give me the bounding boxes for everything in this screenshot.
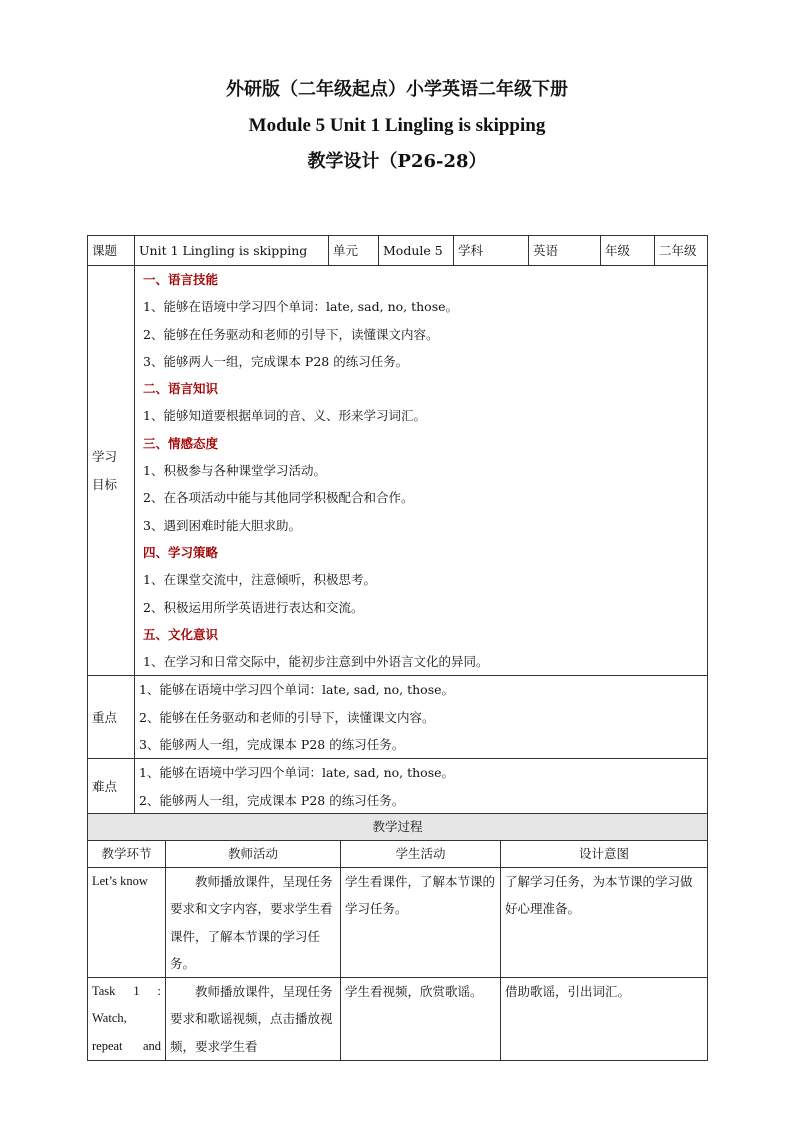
goal-item: 2、能够在任务驱动和老师的引导下，读懂课文内容。 <box>143 326 439 342</box>
teacher-activity: 教师播放课件，呈现任务要求和歌谣视频，点击播放视频，要求学生看 <box>166 978 341 1061</box>
process-title: 教学过程 <box>88 814 708 841</box>
difficulties-row <box>88 759 708 815</box>
design-intent: 借助歌谣，引出词汇。 <box>501 978 708 1061</box>
goal-item: 1、积极参与各种课堂学习活动。 <box>143 463 326 479</box>
goal-item: 1、能够在语境中学习四个单词：late, sad, no, those。 <box>143 299 459 315</box>
info-row <box>88 236 708 266</box>
teacher-activity: 教师播放课件，呈现任务要求和文字内容，要求学生看课件，了解本节课的学习任务。 <box>166 868 341 978</box>
key-points-label: 重点 <box>88 676 135 759</box>
process-row <box>88 868 708 978</box>
key-points-row <box>88 676 708 759</box>
header-stage: 教学环节 <box>88 841 166 868</box>
process-header-row <box>88 841 708 868</box>
topic-label: 课题 <box>88 236 135 266</box>
goals-label: 学习 目标 <box>88 266 135 676</box>
header-intent: 设计意图 <box>501 841 708 868</box>
goal-item: 2、在各项活动中能与其他同学积极配合和合作。 <box>143 490 414 506</box>
title-line-3: 教学设计（P26-28） <box>307 151 487 172</box>
goal-section-heading: 三、情感态度 <box>143 435 219 451</box>
grade-value: 二年级 <box>655 236 708 266</box>
subject-label: 学科 <box>454 236 529 266</box>
difficulties-content <box>135 759 708 815</box>
goal-section-heading: 五、文化意识 <box>143 626 219 642</box>
goal-item: 1、能够知道要根据单词的音、义、形来学习词汇。 <box>143 408 426 424</box>
key-point-item: 2、能够在任务驱动和老师的引导下，读懂课文内容。 <box>139 709 435 725</box>
title-line-1: 外研版（二年级起点）小学英语二年级下册 <box>226 79 568 100</box>
process-title-row <box>88 814 708 841</box>
lesson-info-table <box>87 235 708 815</box>
goal-section-heading: 二、语言知识 <box>143 381 219 397</box>
goal-item: 1、在学习和日常交际中，能初步注意到中外语言文化的异同。 <box>143 654 489 670</box>
document-title <box>0 72 794 180</box>
process-row <box>88 978 708 1061</box>
unit-value: Module 5 <box>379 236 454 266</box>
design-intent: 了解学习任务，为本节课的学习做好心理准备。 <box>501 868 708 978</box>
goals-row <box>88 266 708 676</box>
key-points-content <box>135 676 708 759</box>
header-student: 学生活动 <box>341 841 501 868</box>
student-activity: 学生看视频，欣赏歌谣。 <box>341 978 501 1061</box>
subject-value: 英语 <box>529 236 601 266</box>
goal-item: 1、在课堂交流中，注意倾听，积极思考。 <box>143 572 376 588</box>
key-point-item: 3、能够两人一组，完成课本 P28 的练习任务。 <box>139 737 405 753</box>
goals-content <box>135 266 708 676</box>
goal-item: 2、积极运用所学英语进行表达和交流。 <box>143 599 364 615</box>
goal-section-heading: 四、学习策略 <box>143 544 219 560</box>
difficulty-item: 2、能够两人一组，完成课本 P28 的练习任务。 <box>139 792 405 808</box>
goal-item: 3、遇到困难时能大胆求助。 <box>143 517 301 533</box>
teaching-process-table <box>87 813 708 1061</box>
difficulty-item: 1、能够在语境中学习四个单词：late, sad, no, those。 <box>139 765 455 781</box>
header-teacher: 教师活动 <box>166 841 341 868</box>
goal-item: 3、能够两人一组，完成课本 P28 的练习任务。 <box>143 353 409 369</box>
stage-cell: Let’s know <box>88 868 166 978</box>
stage-cell: Task 1 : Watch, repeat and <box>88 978 166 1061</box>
goal-section-heading: 一、语言技能 <box>143 272 219 287</box>
grade-label: 年级 <box>601 236 655 266</box>
topic-value: Unit 1 Lingling is skipping <box>135 236 329 266</box>
student-activity: 学生看课件，了解本节课的学习任务。 <box>341 868 501 978</box>
title-line-2: Module 5 Unit 1 Lingling is skipping <box>248 115 546 136</box>
key-point-item: 1、能够在语境中学习四个单词：late, sad, no, those。 <box>139 682 455 698</box>
difficulties-label: 难点 <box>88 759 135 815</box>
unit-label: 单元 <box>329 236 379 266</box>
